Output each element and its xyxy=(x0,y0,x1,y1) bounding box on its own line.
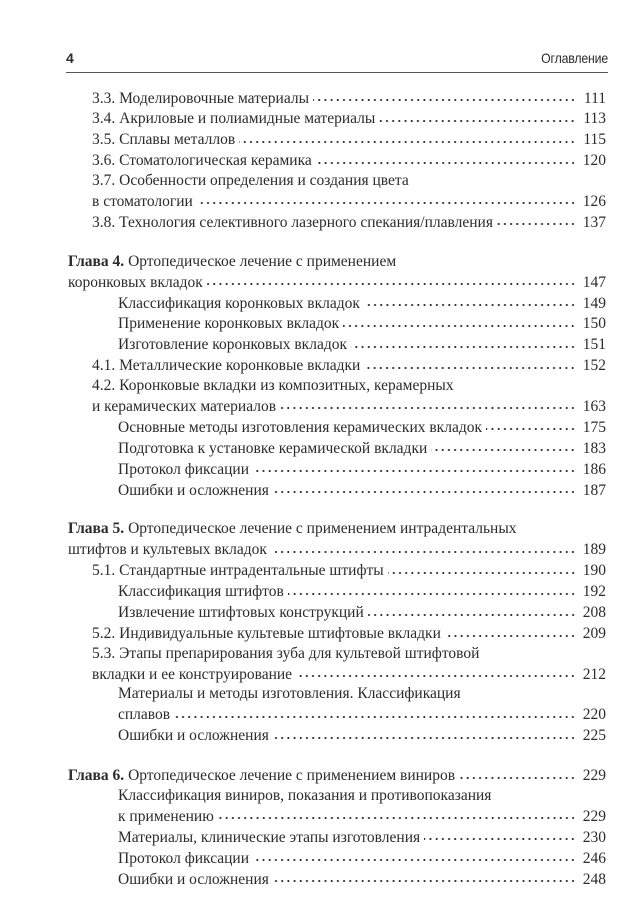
entry-title-start: Ортопедическое лечение с применением интрадентальных xyxy=(128,520,517,538)
entry-title: Материалы, клинические этапы изготовления xyxy=(118,828,421,846)
entry-line xyxy=(68,292,606,313)
entry-line xyxy=(68,847,606,868)
entry-first-line xyxy=(68,684,606,703)
header-rule xyxy=(66,72,608,73)
entry-title: штифтов и культевых вкладок xyxy=(68,541,267,559)
dot-leader xyxy=(239,129,576,145)
toc-entry[interactable] xyxy=(68,458,606,479)
dot-leader xyxy=(343,313,576,329)
dot-leader xyxy=(296,663,576,679)
entry-page-number: 151 xyxy=(582,336,606,354)
entry-title: Ошибки и осложнения xyxy=(118,727,269,745)
dot-leader xyxy=(431,437,576,453)
toc-entry[interactable] xyxy=(68,313,606,334)
entry-line xyxy=(68,87,606,108)
entry-line xyxy=(68,211,606,232)
entry-line xyxy=(68,129,606,150)
entry-page-number: 248 xyxy=(582,870,606,888)
dot-leader xyxy=(364,292,576,308)
toc-entry[interactable] xyxy=(68,765,606,786)
toc-section xyxy=(68,519,606,745)
entry-title-start: Ортопедическое лечение с применением xyxy=(128,252,397,270)
toc-entry[interactable] xyxy=(68,334,606,355)
dot-leader xyxy=(280,395,576,411)
entry-page-number: 187 xyxy=(582,481,606,499)
entry-first-line xyxy=(68,519,606,538)
entry-page-number: 152 xyxy=(582,357,606,375)
entry-page-number: 192 xyxy=(582,583,606,601)
toc-entry[interactable] xyxy=(68,87,606,108)
entry-line xyxy=(68,479,606,500)
entry-line xyxy=(68,805,606,826)
entry-line xyxy=(68,581,606,602)
dot-leader xyxy=(445,623,576,639)
entry-title-start: Материалы и методы изготовления. Классификация xyxy=(118,685,461,703)
entry-page-number: 137 xyxy=(582,213,606,231)
dot-leader xyxy=(388,560,576,576)
toc-entry[interactable] xyxy=(68,519,606,559)
dot-leader xyxy=(364,355,576,371)
dot-leader xyxy=(253,458,576,474)
toc-section xyxy=(68,87,606,232)
entry-title: 4.1. Металлические коронковые вкладки xyxy=(92,357,361,375)
entry-page-number: 229 xyxy=(582,807,606,825)
entry-page-number: 150 xyxy=(582,315,606,333)
entry-title: 3.6. Стоматологическая керамика xyxy=(92,152,312,170)
entry-line xyxy=(68,560,606,581)
entry-page-number: 246 xyxy=(582,849,606,867)
toc-section xyxy=(68,252,606,500)
toc-entry[interactable] xyxy=(68,211,606,232)
toc-entry[interactable] xyxy=(68,355,606,376)
entry-page-number: 183 xyxy=(582,439,606,457)
toc-section xyxy=(68,765,606,889)
entry-line xyxy=(68,190,606,211)
dot-leader xyxy=(288,581,576,597)
entry-line xyxy=(68,623,606,644)
entry-line xyxy=(68,663,606,684)
dot-leader xyxy=(486,416,576,432)
toc-entry[interactable] xyxy=(68,786,606,826)
entry-title: Классификация штифтов xyxy=(118,583,284,601)
entry-page-number: 115 xyxy=(583,131,606,149)
entry-line xyxy=(68,826,606,847)
toc-entry[interactable] xyxy=(68,826,606,847)
entry-first-line xyxy=(68,376,606,395)
entry-title: 5.1. Стандартные интрадентальные штифты xyxy=(92,562,384,580)
toc-entry[interactable] xyxy=(68,644,606,684)
toc-entry[interactable] xyxy=(68,847,606,868)
entry-title: вкладки и ее конструирование xyxy=(92,665,293,683)
entry-page-number: 190 xyxy=(582,562,606,580)
entry-title: 3.5. Сплавы металлов xyxy=(92,131,236,149)
entry-page-number: 225 xyxy=(582,727,606,745)
entry-page-number: 126 xyxy=(582,192,606,210)
dot-leader xyxy=(197,190,576,206)
toc-entry[interactable] xyxy=(68,437,606,458)
dot-leader xyxy=(459,765,576,781)
entry-title-start: 5.3. Этапы препарирования зуба для культевой штифтовой xyxy=(92,644,480,662)
entry-title: Протокол фиксации xyxy=(118,849,250,867)
entry-line xyxy=(68,725,606,746)
entry-page-number: 120 xyxy=(582,152,606,170)
entry-title: Применение коронковых вкладок xyxy=(118,315,340,333)
dot-leader xyxy=(273,868,576,884)
toc-entry[interactable] xyxy=(68,150,606,171)
running-title: Оглавление xyxy=(541,50,608,66)
entry-first-line xyxy=(68,644,606,663)
entry-page-number: 149 xyxy=(582,294,606,312)
entry-title: Ошибки и осложнения xyxy=(118,870,269,888)
toc-entry[interactable] xyxy=(68,479,606,500)
dot-leader xyxy=(379,108,576,124)
entry-page-number: 220 xyxy=(582,706,606,724)
toc-entry[interactable] xyxy=(68,725,606,746)
entry-page-number: 208 xyxy=(582,604,606,622)
table-of-contents xyxy=(68,87,606,909)
dot-leader xyxy=(218,805,576,821)
entry-page-number: 111 xyxy=(583,89,606,107)
dot-leader xyxy=(424,826,576,842)
entry-title-start: Классификация виниров, показания и противопоказания xyxy=(118,786,492,804)
entry-first-line xyxy=(68,786,606,805)
toc-entry[interactable] xyxy=(68,108,606,129)
entry-page-number: 147 xyxy=(582,273,606,291)
entry-page-number: 186 xyxy=(582,460,606,478)
entry-line xyxy=(68,437,606,458)
toc-entry[interactable] xyxy=(68,560,606,581)
dot-leader xyxy=(271,539,576,555)
entry-title: Подготовка к установке керамической вкладки xyxy=(118,439,428,457)
entry-line xyxy=(68,395,606,416)
entry-title: коронковых вкладок xyxy=(68,273,203,291)
chapter-prefix: Глава 6. xyxy=(68,767,125,785)
entry-page-number: 229 xyxy=(582,767,606,785)
entry-line xyxy=(68,704,606,725)
entry-page-number: 163 xyxy=(582,397,606,415)
entry-title: и керамических материалов xyxy=(92,397,277,415)
entry-title: к применению xyxy=(118,807,214,825)
entry-line xyxy=(68,150,606,171)
entry-line xyxy=(68,334,606,355)
dot-leader xyxy=(497,211,576,227)
entry-first-line xyxy=(68,252,606,271)
entry-title: Ортопедическое лечение с применением виниров xyxy=(128,767,456,785)
entry-title: Извлечение штифтовых конструкций xyxy=(118,604,364,622)
toc-entry[interactable] xyxy=(68,376,606,416)
dot-leader xyxy=(273,479,576,495)
entry-line xyxy=(68,271,606,292)
entry-title: в стоматологии xyxy=(92,192,193,210)
entry-title: 3.3. Моделировочные материалы xyxy=(92,89,309,107)
entry-first-line xyxy=(68,171,606,190)
entry-page-number: 113 xyxy=(583,110,606,128)
entry-page-number: 189 xyxy=(582,541,606,559)
entry-title: 3.4. Акриловые и полиамидные материалы xyxy=(92,110,376,128)
dot-leader xyxy=(368,602,576,618)
entry-title: Классификация коронковых вкладок xyxy=(118,294,360,312)
dot-leader xyxy=(316,150,576,166)
toc-entry[interactable] xyxy=(68,171,606,211)
entry-line xyxy=(68,313,606,334)
entry-title: 5.2. Индивидуальные культевые штифтовые вкладки xyxy=(92,625,441,643)
entry-title: Основные методы изготовления керамических вкладок xyxy=(118,418,482,436)
entry-page-number: 175 xyxy=(582,418,606,436)
toc-entry[interactable] xyxy=(68,252,606,292)
chapter-prefix: Глава 4. xyxy=(68,252,125,270)
entry-title: Ошибки и осложнения xyxy=(118,481,269,499)
entry-title-start: 3.7. Особенности определения и создания цвета xyxy=(92,171,409,189)
toc-entry[interactable] xyxy=(68,868,606,889)
entry-title: Протокол фиксации xyxy=(118,460,250,478)
toc-entry[interactable] xyxy=(68,623,606,644)
toc-entry[interactable] xyxy=(68,581,606,602)
toc-entry[interactable] xyxy=(68,684,606,724)
entry-page-number: 209 xyxy=(582,625,606,643)
entry-page-number: 230 xyxy=(582,828,606,846)
entry-line xyxy=(68,868,606,889)
entry-title-start: 4.2. Коронковые вкладки из композитных, керамерных xyxy=(92,376,454,394)
toc-entry[interactable] xyxy=(68,416,606,437)
dot-leader xyxy=(313,87,576,103)
entry-line xyxy=(68,108,606,129)
dot-leader xyxy=(253,847,576,863)
chapter-prefix: Глава 5. xyxy=(68,520,125,538)
entry-title: сплавов xyxy=(118,706,171,724)
entry-line xyxy=(68,458,606,479)
entry-line xyxy=(68,539,606,560)
toc-entry[interactable] xyxy=(68,292,606,313)
toc-entry[interactable] xyxy=(68,602,606,623)
entry-title: 3.8. Технология селективного лазерного спекания/плавления xyxy=(92,213,493,231)
dot-leader xyxy=(351,334,576,350)
entry-line xyxy=(68,602,606,623)
entry-line xyxy=(68,355,606,376)
toc-entry[interactable] xyxy=(68,129,606,150)
dot-leader xyxy=(273,725,576,741)
entry-line xyxy=(68,416,606,437)
page-number: 4 xyxy=(66,50,74,66)
page-header xyxy=(66,48,608,70)
entry-page-number: 212 xyxy=(582,665,606,683)
entry-title: Изготовление коронковых вкладок xyxy=(118,336,347,354)
dot-leader xyxy=(174,704,576,720)
dot-leader xyxy=(207,271,576,287)
entry-line xyxy=(68,765,606,786)
